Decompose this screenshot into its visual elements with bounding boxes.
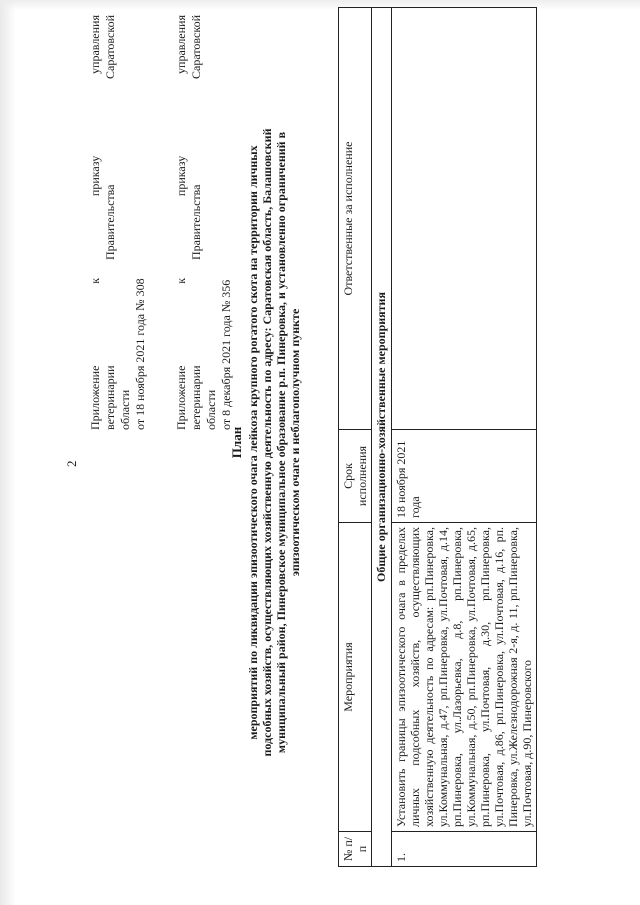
plan-title-line: муниципальный район, Пинеровское муниципальное образование р.п. Пинеровка, и установленно ограничений в (274, 131, 288, 754)
header-responsible: Ответственные за исполнение (339, 8, 372, 430)
table-header-row (339, 8, 372, 867)
row-measure: Установить границы эпизоотического очага в пределах личных подсобных хозяйств, осуществляющих хозяйственную деятельность по адресам: рп.Пинеровка, ул.Коммунальная, д.47, рп.Пинеровка, ул.Почтовая, д.14, рп.Пинеровка, ул.Лазорьевка, д.8, рп.Пинеровка, ул.Коммунальная, д.50, рп.Пинеровка, ул.Почтовая, д.65, рп.Пинеровка, ул.Почтовая, д.30, рп.Пинеровка, ул.Почтовая, д.86, рп.Пинеровка, ул.Почтовая, д.16, рп. Пинеровка, ул.Железнодорожная 2-я, д. 11, рп.Пинеровка, ул.Почтовая, д.90, Пинеровского (392, 523, 537, 832)
plan-title (230, 20, 302, 865)
measures-table (338, 7, 537, 867)
section-row (372, 8, 392, 867)
plan-title-line: эпизоотическом очаге и неблагополучном пункте (288, 308, 302, 577)
table-row (392, 8, 537, 867)
header-measures: Мероприятия (339, 523, 372, 832)
row-deadline: 18 ноября 2021 года (392, 430, 537, 523)
section-title: Общие организационно-хозяйственные мероприятия (372, 8, 392, 867)
appendix-2-line: Приложение к приказу управления (174, 15, 188, 430)
appendix-1-line: ветеринарии Правительства Саратовской (103, 15, 117, 430)
plan-title-line: подсобных хозяйств, осуществляющих хозяйственную деятельность по адресу: Саратовская область, Балашовский (260, 128, 274, 757)
plan-title-line: мероприятий по ликвидации эпизоотического очага лейкоза крупного рогатого скота на территории личных (246, 145, 260, 740)
row-number: 1. (392, 832, 537, 867)
header-deadline: Срок исполнения (339, 430, 372, 523)
plan-heading: План (229, 426, 244, 459)
header-number: № п/п (339, 832, 372, 867)
appendix-2-line: области (204, 389, 218, 430)
appendix-1-line: от 18 ноября 2021 года № 308 (133, 278, 147, 430)
appendix-1-line: Приложение к приказу управления (88, 15, 102, 430)
appendix-2-line: ветеринарии Правительства Саратовской (189, 15, 203, 430)
row-responsible (392, 8, 537, 430)
appendix-note-2 (174, 15, 234, 430)
appendix-note-1 (88, 15, 148, 430)
appendix-1-line: области (118, 389, 132, 430)
appendix-2-line: от 8 декабря 2021 года № 356 (219, 279, 233, 430)
page-number: 2 (64, 460, 79, 467)
